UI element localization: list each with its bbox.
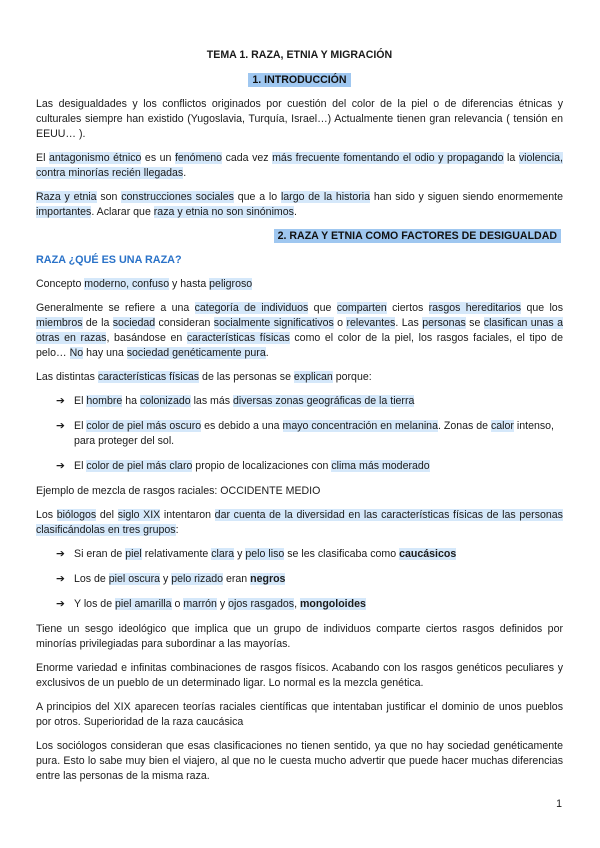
- arrow-icon: ➔: [56, 460, 65, 472]
- section-heading-introduccion: 1. INTRODUCCIÓN: [36, 73, 563, 88]
- paragraph-sesgo: Tiene un sesgo ideológico que implica que un grupo de individuos comparte ciertos rasgos definidos por minorías privilegiadas para subordinar a las mayorías.: [36, 623, 563, 650]
- arrow-icon: ➔: [56, 420, 65, 432]
- list-item: ➔ Los de piel oscura y pelo rizado eran negros: [56, 573, 286, 585]
- document-page: [36, 48, 563, 793]
- section-heading-desigualdad: 2. RAZA Y ETNIA COMO FACTORES DE DESIGUALDAD: [36, 229, 563, 244]
- document-title: TEMA 1. RAZA, ETNIA Y MIGRACIÓN: [206, 49, 393, 61]
- arrow-icon: ➔: [56, 598, 65, 610]
- paragraph-teorias: A principios del XIX aparecen teorías raciales científicas que intentaban justificar el dominio de unos pueblos por otros. Superioridad de la raza caucásica: [36, 701, 563, 728]
- paragraph-biologos: Los biólogos del siglo XIX intentaron dar cuenta de la diversidad en las características físicas de las personas clasificándolas en tres grupos:: [36, 509, 563, 536]
- list-item: ➔ Si eran de piel relativamente clara y pelo liso se les clasificaba como caucásicos: [56, 548, 457, 560]
- page-number: 1: [556, 798, 562, 810]
- paragraph-concepto: Concepto moderno, confuso y hasta peligroso: [36, 278, 253, 290]
- arrow-icon: ➔: [56, 548, 65, 560]
- paragraph-ejemplo: Ejemplo de mezcla de rasgos raciales: OCCIDENTE MEDIO: [36, 485, 321, 497]
- list-item: ➔ El color de piel más claro propio de localizaciones con clima más moderado: [56, 460, 430, 472]
- paragraph-intro: Las desigualdades y los conflictos originados por cuestión del color de la piel o de diferencias étnicas y culturales siempre han existido (Yugoslavia, Turquía, Israel…) Actualmente tienen gran relevancia ( tensión en EEUU… ).: [36, 98, 563, 140]
- arrow-icon: ➔: [56, 395, 65, 407]
- paragraph-caracteristicas: Las distintas características físicas de las personas se explican porque:: [36, 371, 372, 383]
- list-item: ➔ Y los de piel amarilla o marrón y ojos rasgados, mongoloides: [56, 598, 366, 610]
- paragraph-sociologos: Los sociólogos consideran que esas clasificaciones no tienen sentido, ya que no hay sociedad genéticamente pura. Esto lo sabe muy bien el viajero, al que no le cuesta mucho advertir que puede hacer muchas diferencias entre las personas de la misma raza.: [36, 740, 563, 782]
- arrow-icon: ➔: [56, 573, 65, 585]
- list-item: ➔ El color de piel más oscuro es debido a una mayo concentración en melanina. Zonas de calor intenso, para proteger del sol.: [56, 420, 554, 447]
- paragraph-definicion: Generalmente se refiere a una categoría de individuos que comparten ciertos rasgos hereditarios que los miembros de la sociedad consideran socialmente significativos o relevantes. Las personas se clasifican unas a otras en razas, basándose en características físicas como el color de la piel, los rasgos faciales, el tipo de pelo… No hay una sociedad genéticamente pura.: [36, 302, 564, 359]
- list-causas: [36, 394, 563, 474]
- subheading-que-es-raza: RAZA ¿QUÉ ES UNA RAZA?: [36, 254, 182, 266]
- list-grupos: [36, 547, 563, 612]
- list-item: ➔ El hombre ha colonizado las más diversas zonas geográficas de la tierra: [56, 395, 415, 407]
- paragraph-antagonismo: El antagonismo étnico es un fenómeno cada vez más frecuente fomentando el odio y propagando la violencia, contra minorías recién llegadas.: [36, 152, 563, 179]
- paragraph-raza-etnia: Raza y etnia son construcciones sociales que a lo largo de la historia han sido y siguen siendo enormemente importantes. Aclarar que raza y etnia no son sinónimos.: [36, 191, 563, 218]
- paragraph-variedad: Enorme variedad e infinitas combinaciones de rasgos físicos. Acabando con los rasgos genéticos peculiares y exclusivos de un pueblo de un determinado ligar. Lo normal es la mezcla genética.: [36, 662, 563, 689]
